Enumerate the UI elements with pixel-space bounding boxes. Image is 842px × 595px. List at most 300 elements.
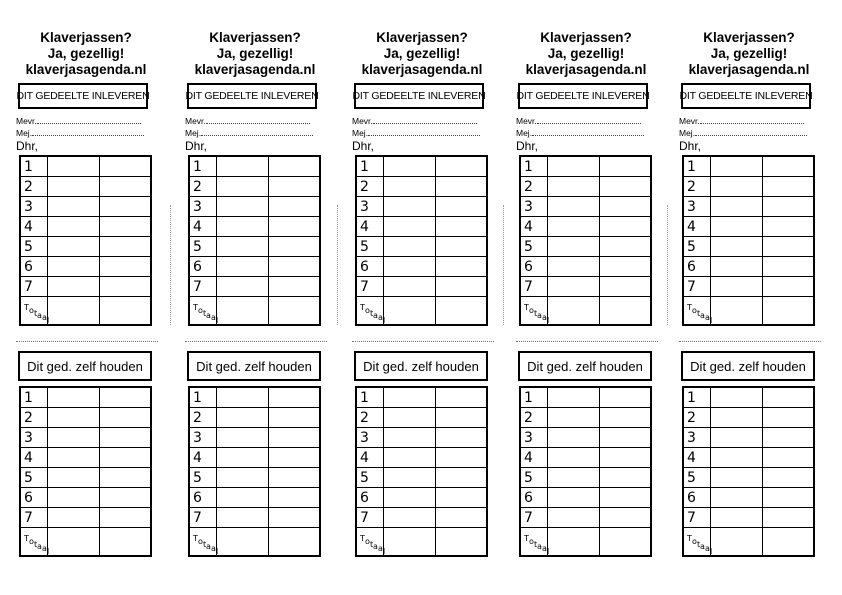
round-number: 1 xyxy=(356,156,384,177)
score-cell-team-b[interactable] xyxy=(435,177,487,197)
round-number: 2 xyxy=(189,177,217,197)
score-cell-team-b[interactable] xyxy=(762,428,814,448)
score-cell-team-b[interactable] xyxy=(435,488,487,508)
total-label: T o t a a l xyxy=(193,303,219,325)
submit-section-label: DIT GEDEELTE INLEVEREN xyxy=(18,83,148,109)
score-cell-team-a[interactable] xyxy=(217,408,268,428)
score-cell-team-a[interactable] xyxy=(217,488,268,508)
total-cell-team-a[interactable] xyxy=(548,297,599,326)
score-cell-team-b[interactable] xyxy=(599,387,651,408)
total-cell-team-a[interactable] xyxy=(384,297,435,326)
total-label-cell xyxy=(356,528,384,557)
score-cell-team-a[interactable] xyxy=(384,488,435,508)
round-number: 3 xyxy=(20,428,48,448)
round-number: 2 xyxy=(683,408,711,428)
total-cell-team-b[interactable] xyxy=(435,528,487,557)
score-cell-team-a[interactable] xyxy=(548,197,599,217)
mej-label: Mej. xyxy=(352,128,369,138)
score-cell-team-b[interactable] xyxy=(268,448,320,468)
score-cell-team-a[interactable] xyxy=(384,217,435,237)
round-number: 6 xyxy=(520,488,548,508)
score-cell-team-a[interactable] xyxy=(217,428,268,448)
round-number: 1 xyxy=(356,387,384,408)
score-cell-team-b[interactable] xyxy=(268,237,320,257)
score-card xyxy=(185,0,325,595)
round-number: 3 xyxy=(683,428,711,448)
score-cell-team-a[interactable] xyxy=(548,277,599,297)
total-label-cell xyxy=(356,297,384,326)
total-cell-team-a[interactable] xyxy=(217,528,268,557)
score-cell-team-b[interactable] xyxy=(99,177,151,197)
bottom-score-grid xyxy=(19,386,152,557)
dhr-field[interactable] xyxy=(16,140,38,153)
mevr-label: Mevr. xyxy=(352,116,373,126)
mevr-label: Mevr. xyxy=(16,116,37,126)
round-number: 5 xyxy=(520,237,548,257)
score-cell-team-a[interactable] xyxy=(548,468,599,488)
mej-label: Mej. xyxy=(679,128,696,138)
score-cell-team-a[interactable] xyxy=(548,428,599,448)
card-title xyxy=(185,30,325,78)
title-line-2: Ja, gezellig! xyxy=(383,46,461,61)
score-row xyxy=(683,197,814,217)
title-line-1: Klaverjassen? xyxy=(209,30,301,45)
score-row xyxy=(189,257,320,277)
score-row xyxy=(683,277,814,297)
dhr-field[interactable] xyxy=(516,140,538,153)
score-row xyxy=(189,177,320,197)
total-cell-team-a[interactable] xyxy=(384,528,435,557)
score-cell-team-a[interactable] xyxy=(48,508,99,528)
score-cell-team-b[interactable] xyxy=(599,488,651,508)
score-cell-team-b[interactable] xyxy=(268,508,320,528)
score-cell-team-b[interactable] xyxy=(268,177,320,197)
score-cell-team-b[interactable] xyxy=(599,448,651,468)
score-cell-team-a[interactable] xyxy=(48,488,99,508)
dhr-label: Dhr, xyxy=(679,139,702,153)
round-number: 4 xyxy=(189,217,217,237)
score-cell-team-a[interactable] xyxy=(384,156,435,177)
score-cell-team-a[interactable] xyxy=(48,387,99,408)
score-row xyxy=(20,237,151,257)
score-cell-team-a[interactable] xyxy=(48,177,99,197)
mej-field[interactable] xyxy=(185,128,313,138)
score-cell-team-a[interactable] xyxy=(217,468,268,488)
mej-label: Mej. xyxy=(16,128,33,138)
keep-section-label: Dit ged. zelf houden xyxy=(354,351,488,381)
score-cell-team-a[interactable] xyxy=(711,488,762,508)
score-row xyxy=(189,156,320,177)
score-cell-team-b[interactable] xyxy=(435,237,487,257)
score-row xyxy=(356,217,487,237)
keep-section-label: Dit ged. zelf houden xyxy=(18,351,152,381)
score-cell-team-a[interactable] xyxy=(548,177,599,197)
score-row xyxy=(20,177,151,197)
round-number: 5 xyxy=(20,468,48,488)
score-cell-team-b[interactable] xyxy=(268,468,320,488)
score-cell-team-b[interactable] xyxy=(599,177,651,197)
total-row xyxy=(683,297,814,326)
round-number: 6 xyxy=(356,488,384,508)
score-cell-team-b[interactable] xyxy=(99,408,151,428)
score-cell-team-b[interactable] xyxy=(435,408,487,428)
score-cell-team-b[interactable] xyxy=(762,468,814,488)
total-row xyxy=(189,297,320,326)
score-cell-team-b[interactable] xyxy=(435,257,487,277)
score-cell-team-a[interactable] xyxy=(384,197,435,217)
score-cell-team-a[interactable] xyxy=(548,217,599,237)
score-cell-team-b[interactable] xyxy=(99,448,151,468)
round-number: 6 xyxy=(356,257,384,277)
score-cell-team-b[interactable] xyxy=(762,408,814,428)
score-cell-team-b[interactable] xyxy=(268,408,320,428)
score-cell-team-a[interactable] xyxy=(711,156,762,177)
score-cell-team-b[interactable] xyxy=(599,156,651,177)
total-row xyxy=(20,528,151,557)
round-number: 6 xyxy=(20,257,48,277)
score-cell-team-b[interactable] xyxy=(762,237,814,257)
total-label-cell xyxy=(20,297,48,326)
score-cell-team-b[interactable] xyxy=(762,217,814,237)
dhr-field[interactable] xyxy=(185,140,207,153)
score-cell-team-b[interactable] xyxy=(99,197,151,217)
round-number: 1 xyxy=(520,156,548,177)
score-cell-team-a[interactable] xyxy=(384,508,435,528)
total-cell-team-b[interactable] xyxy=(99,297,151,326)
round-number: 4 xyxy=(520,448,548,468)
score-cell-team-a[interactable] xyxy=(48,277,99,297)
total-cell-team-b[interactable] xyxy=(435,297,487,326)
round-number: 3 xyxy=(20,197,48,217)
score-cell-team-a[interactable] xyxy=(384,277,435,297)
score-cell-team-a[interactable] xyxy=(548,408,599,428)
score-row xyxy=(520,468,651,488)
round-number: 1 xyxy=(189,387,217,408)
mevr-label: Mevr. xyxy=(185,116,206,126)
mevr-field[interactable] xyxy=(352,116,477,126)
score-cell-team-b[interactable] xyxy=(599,468,651,488)
score-cell-team-b[interactable] xyxy=(268,156,320,177)
score-cell-team-a[interactable] xyxy=(48,448,99,468)
score-cell-team-a[interactable] xyxy=(217,448,268,468)
title-line-3: klaverjasagenda.nl xyxy=(25,62,147,77)
score-cell-team-a[interactable] xyxy=(217,177,268,197)
score-cell-team-b[interactable] xyxy=(268,277,320,297)
score-cell-team-a[interactable] xyxy=(711,197,762,217)
dhr-label: Dhr, xyxy=(16,139,39,153)
score-row xyxy=(189,197,320,217)
score-cell-team-a[interactable] xyxy=(548,508,599,528)
score-cell-team-a[interactable] xyxy=(384,408,435,428)
score-cell-team-b[interactable] xyxy=(762,257,814,277)
total-cell-team-b[interactable] xyxy=(268,297,320,326)
card-title xyxy=(16,30,156,78)
score-row xyxy=(356,468,487,488)
score-row xyxy=(520,197,651,217)
score-cell-team-b[interactable] xyxy=(599,197,651,217)
total-cell-team-b[interactable] xyxy=(762,297,814,326)
score-cell-team-a[interactable] xyxy=(217,257,268,277)
score-row xyxy=(683,387,814,408)
score-card xyxy=(352,0,492,595)
score-cell-team-b[interactable] xyxy=(762,508,814,528)
round-number: 7 xyxy=(520,277,548,297)
score-cell-team-a[interactable] xyxy=(711,237,762,257)
score-cell-team-a[interactable] xyxy=(711,387,762,408)
score-cell-team-b[interactable] xyxy=(599,237,651,257)
score-row xyxy=(189,217,320,237)
round-number: 5 xyxy=(356,237,384,257)
score-cell-team-b[interactable] xyxy=(99,428,151,448)
mej-field[interactable] xyxy=(16,128,144,138)
score-cell-team-b[interactable] xyxy=(599,508,651,528)
total-cell-team-a[interactable] xyxy=(217,297,268,326)
score-cell-team-a[interactable] xyxy=(711,177,762,197)
score-cell-team-a[interactable] xyxy=(48,428,99,448)
score-cell-team-a[interactable] xyxy=(384,387,435,408)
score-row xyxy=(520,387,651,408)
mej-field[interactable] xyxy=(516,128,644,138)
score-row xyxy=(683,508,814,528)
score-cell-team-b[interactable] xyxy=(99,508,151,528)
score-row xyxy=(20,488,151,508)
total-label-cell xyxy=(683,297,711,326)
round-number: 6 xyxy=(520,257,548,277)
total-row xyxy=(356,528,487,557)
round-number: 6 xyxy=(189,257,217,277)
total-cell-team-a[interactable] xyxy=(48,297,99,326)
score-cell-team-b[interactable] xyxy=(762,387,814,408)
round-number: 4 xyxy=(683,448,711,468)
score-cell-team-b[interactable] xyxy=(435,428,487,448)
score-cell-team-b[interactable] xyxy=(99,488,151,508)
mej-label: Mej. xyxy=(516,128,533,138)
score-cell-team-b[interactable] xyxy=(268,217,320,237)
score-cell-team-a[interactable] xyxy=(217,237,268,257)
score-cell-team-a[interactable] xyxy=(711,277,762,297)
round-number: 7 xyxy=(189,508,217,528)
title-line-1: Klaverjassen? xyxy=(40,30,132,45)
score-row xyxy=(520,448,651,468)
top-score-grid xyxy=(19,155,152,326)
score-cell-team-a[interactable] xyxy=(711,508,762,528)
mevr-field[interactable] xyxy=(516,116,641,126)
round-number: 6 xyxy=(20,488,48,508)
score-cell-team-b[interactable] xyxy=(268,257,320,277)
score-cell-team-b[interactable] xyxy=(435,217,487,237)
score-cell-team-a[interactable] xyxy=(548,488,599,508)
score-row xyxy=(356,177,487,197)
score-cell-team-a[interactable] xyxy=(48,156,99,177)
card-title xyxy=(516,30,656,78)
score-row xyxy=(520,237,651,257)
score-row xyxy=(356,237,487,257)
score-cell-team-a[interactable] xyxy=(548,156,599,177)
cut-line xyxy=(679,341,821,342)
score-cell-team-a[interactable] xyxy=(217,156,268,177)
score-cell-team-a[interactable] xyxy=(217,277,268,297)
score-cell-team-b[interactable] xyxy=(435,156,487,177)
score-row xyxy=(356,508,487,528)
score-cell-team-b[interactable] xyxy=(762,177,814,197)
total-row xyxy=(683,528,814,557)
score-cell-team-b[interactable] xyxy=(762,197,814,217)
score-cell-team-b[interactable] xyxy=(99,156,151,177)
round-number: 7 xyxy=(356,277,384,297)
total-cell-team-b[interactable] xyxy=(268,528,320,557)
cut-line xyxy=(185,341,327,342)
dhr-field[interactable] xyxy=(352,140,374,153)
round-number: 6 xyxy=(683,257,711,277)
round-number: 2 xyxy=(520,177,548,197)
score-cell-team-a[interactable] xyxy=(217,217,268,237)
score-cell-team-a[interactable] xyxy=(48,197,99,217)
vertical-cut-line xyxy=(503,205,504,325)
score-cell-team-a[interactable] xyxy=(711,408,762,428)
bottom-score-grid xyxy=(682,386,815,557)
score-cell-team-b[interactable] xyxy=(599,277,651,297)
score-cell-team-a[interactable] xyxy=(217,197,268,217)
top-score-grid xyxy=(519,155,652,326)
score-cell-team-b[interactable] xyxy=(599,217,651,237)
score-cell-team-b[interactable] xyxy=(99,217,151,237)
mevr-field[interactable] xyxy=(16,116,141,126)
score-row xyxy=(683,237,814,257)
score-cell-team-a[interactable] xyxy=(48,408,99,428)
top-score-grid xyxy=(355,155,488,326)
score-row xyxy=(520,177,651,197)
score-cell-team-a[interactable] xyxy=(384,448,435,468)
round-number: 1 xyxy=(189,156,217,177)
score-cell-team-b[interactable] xyxy=(599,257,651,277)
submit-section-label: DIT GEDEELTE INLEVEREN xyxy=(681,83,811,109)
score-cell-team-a[interactable] xyxy=(384,257,435,277)
score-cell-team-b[interactable] xyxy=(762,448,814,468)
total-label-cell xyxy=(683,528,711,557)
total-cell-team-a[interactable] xyxy=(711,297,762,326)
submit-section-label: DIT GEDEELTE INLEVEREN xyxy=(187,83,317,109)
score-row xyxy=(20,156,151,177)
score-cell-team-b[interactable] xyxy=(99,468,151,488)
round-number: 1 xyxy=(20,387,48,408)
score-cell-team-b[interactable] xyxy=(99,257,151,277)
score-cell-team-b[interactable] xyxy=(268,428,320,448)
score-cell-team-b[interactable] xyxy=(99,237,151,257)
score-cell-team-b[interactable] xyxy=(762,156,814,177)
score-cell-team-a[interactable] xyxy=(548,257,599,277)
round-number: 4 xyxy=(20,217,48,237)
score-card xyxy=(516,0,656,595)
total-cell-team-a[interactable] xyxy=(548,528,599,557)
score-row xyxy=(683,177,814,197)
score-cell-team-b[interactable] xyxy=(99,277,151,297)
total-cell-team-b[interactable] xyxy=(599,528,651,557)
score-cell-team-a[interactable] xyxy=(711,448,762,468)
total-label: T o t a a l xyxy=(193,534,219,556)
score-cell-team-b[interactable] xyxy=(435,197,487,217)
round-number: 3 xyxy=(356,428,384,448)
score-cell-team-a[interactable] xyxy=(384,468,435,488)
score-row xyxy=(189,448,320,468)
total-cell-team-a[interactable] xyxy=(711,528,762,557)
mevr-field[interactable] xyxy=(679,116,804,126)
total-cell-team-b[interactable] xyxy=(99,528,151,557)
round-number: 7 xyxy=(20,277,48,297)
score-cell-team-b[interactable] xyxy=(268,197,320,217)
score-cell-team-b[interactable] xyxy=(762,488,814,508)
round-number: 7 xyxy=(20,508,48,528)
score-cell-team-a[interactable] xyxy=(384,428,435,448)
vertical-cut-line xyxy=(337,205,338,325)
total-label: T o t a a l xyxy=(687,303,713,325)
score-cell-team-b[interactable] xyxy=(435,508,487,528)
score-cell-team-a[interactable] xyxy=(548,387,599,408)
mevr-field[interactable] xyxy=(185,116,310,126)
round-number: 5 xyxy=(20,237,48,257)
score-cell-team-a[interactable] xyxy=(711,428,762,448)
round-number: 3 xyxy=(520,428,548,448)
mej-field[interactable] xyxy=(352,128,480,138)
title-line-3: klaverjasagenda.nl xyxy=(525,62,647,77)
score-cell-team-a[interactable] xyxy=(48,468,99,488)
submit-section-label: DIT GEDEELTE INLEVEREN xyxy=(518,83,648,109)
total-row xyxy=(20,297,151,326)
score-row xyxy=(20,468,151,488)
score-cell-team-a[interactable] xyxy=(384,177,435,197)
round-number: 4 xyxy=(356,217,384,237)
dhr-field[interactable] xyxy=(679,140,701,153)
cut-line xyxy=(352,341,494,342)
total-cell-team-a[interactable] xyxy=(48,528,99,557)
score-cell-team-a[interactable] xyxy=(711,257,762,277)
mej-field[interactable] xyxy=(679,128,807,138)
score-cell-team-b[interactable] xyxy=(435,448,487,468)
score-cell-team-a[interactable] xyxy=(48,217,99,237)
score-row xyxy=(683,468,814,488)
round-number: 2 xyxy=(20,408,48,428)
dhr-label: Dhr, xyxy=(516,139,539,153)
round-number: 1 xyxy=(683,387,711,408)
score-row xyxy=(356,387,487,408)
score-cell-team-a[interactable] xyxy=(548,448,599,468)
cut-line xyxy=(516,341,658,342)
score-cell-team-b[interactable] xyxy=(435,468,487,488)
score-row xyxy=(683,408,814,428)
score-cell-team-b[interactable] xyxy=(599,408,651,428)
round-number: 4 xyxy=(356,448,384,468)
score-cell-team-b[interactable] xyxy=(762,277,814,297)
score-cell-team-b[interactable] xyxy=(99,387,151,408)
score-cell-team-a[interactable] xyxy=(384,237,435,257)
score-cell-team-a[interactable] xyxy=(48,257,99,277)
score-row xyxy=(20,508,151,528)
score-cell-team-b[interactable] xyxy=(435,277,487,297)
score-cell-team-a[interactable] xyxy=(548,237,599,257)
score-cell-team-a[interactable] xyxy=(217,508,268,528)
score-cell-team-a[interactable] xyxy=(711,217,762,237)
score-cell-team-b[interactable] xyxy=(268,387,320,408)
total-label-cell xyxy=(520,528,548,557)
score-cell-team-a[interactable] xyxy=(217,387,268,408)
score-cell-team-a[interactable] xyxy=(711,468,762,488)
score-cell-team-b[interactable] xyxy=(268,488,320,508)
score-cell-team-a[interactable] xyxy=(48,237,99,257)
total-cell-team-b[interactable] xyxy=(599,297,651,326)
score-cell-team-b[interactable] xyxy=(599,428,651,448)
score-row xyxy=(189,428,320,448)
score-cell-team-b[interactable] xyxy=(435,387,487,408)
total-cell-team-b[interactable] xyxy=(762,528,814,557)
